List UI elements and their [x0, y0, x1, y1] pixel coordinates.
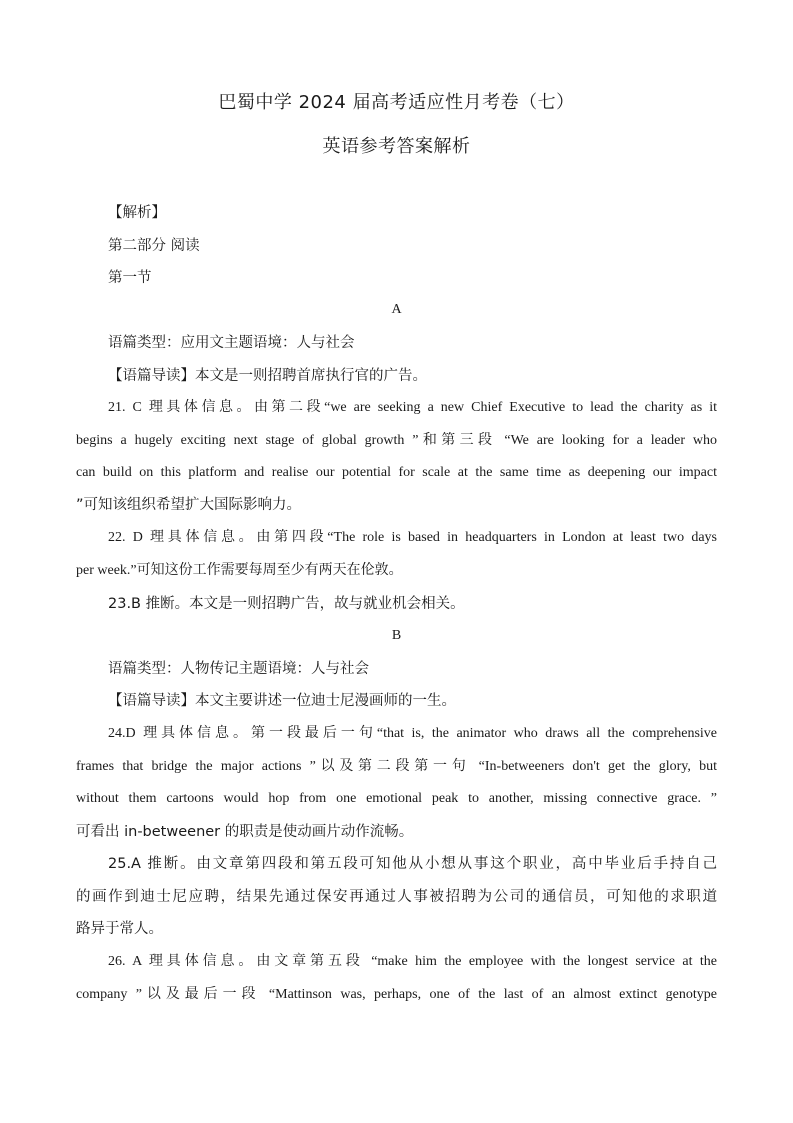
q25-line-2: 的画作到迪士尼应聘，结果先通过保安再通过人事被招聘为公司的通信员，可知他的求职道 [76, 889, 717, 905]
q26-line-1: 26. A 理具体信息。由文章第五段 “make him the employee with the longest service at the [108, 954, 717, 969]
passage-b-guide: 【语篇导读】本文主要讲述一位迪士尼漫画师的一生。 [108, 693, 456, 709]
analysis-heading: 【解析】 [108, 205, 166, 221]
q24-line-2: frames that bridge the major actions ”以及第二段第一句 “In-betweeners don't get the glory, but [76, 759, 717, 774]
q23-line: 23.B 推断。本文是一则招聘广告，故与就业机会相关。 [108, 596, 465, 612]
page-title: 巴蜀中学 2024 届高考适应性月考卷（七） [218, 92, 575, 113]
q25-line-1: 25.A 推断。由文章第四段和第五段可知他从小想从事这个职业，高中毕业后手持自己 [108, 856, 717, 872]
passage-a-guide: 【语篇导读】本文是一则招聘首席执行官的广告。 [108, 368, 427, 384]
passage-label-a: A [391, 302, 402, 317]
passage-label-b: B [391, 628, 402, 643]
q24-line-3: without them cartoons would hop from one emotional peak to another, missing connective grace. ” [76, 791, 717, 806]
q21-line-4: ”可知该组织希望扩大国际影响力。 [76, 497, 302, 513]
q21-line-1: 21. C 理具体信息。由第二段“we are seeking a new Chief Executive to lead the charity as it [108, 400, 717, 415]
passage-a-type: 语篇类型：应用文主题语境：人与社会 [108, 335, 355, 351]
passage-b-type: 语篇类型：人物传记主题语境：人与社会 [108, 661, 369, 677]
part-heading: 第二部分 阅读 [108, 238, 200, 254]
section-heading: 第一节 [108, 270, 152, 286]
q21-line-2: begins a hugely exciting next stage of global growth ”和第三段 “We are looking for a leader who [76, 433, 717, 448]
q24-line-4: 可看出 in-betweener 的职责是使动画片动作流畅。 [76, 824, 414, 840]
q21-line-3: can build on this platform and realise our potential for scale at the same time as deepening our impact [76, 465, 717, 480]
page-subtitle: 英语参考答案解析 [322, 136, 471, 157]
q22-line-2: per week.”可知这份工作需要每周至少有两天在伦敦。 [76, 563, 403, 578]
q26-line-2: company ”以及最后一段 “Mattinson was, perhaps, one of the last of an almost extinct genotype [76, 987, 717, 1002]
q24-line-1: 24.D 理具体信息。第一段最后一句“that is, the animator who draws all the comprehensive [108, 726, 717, 741]
q25-line-3: 路异于常人。 [76, 921, 163, 937]
q22-line-1: 22. D 理具体信息。由第四段“The role is based in headquarters in London at least two days [108, 530, 717, 545]
